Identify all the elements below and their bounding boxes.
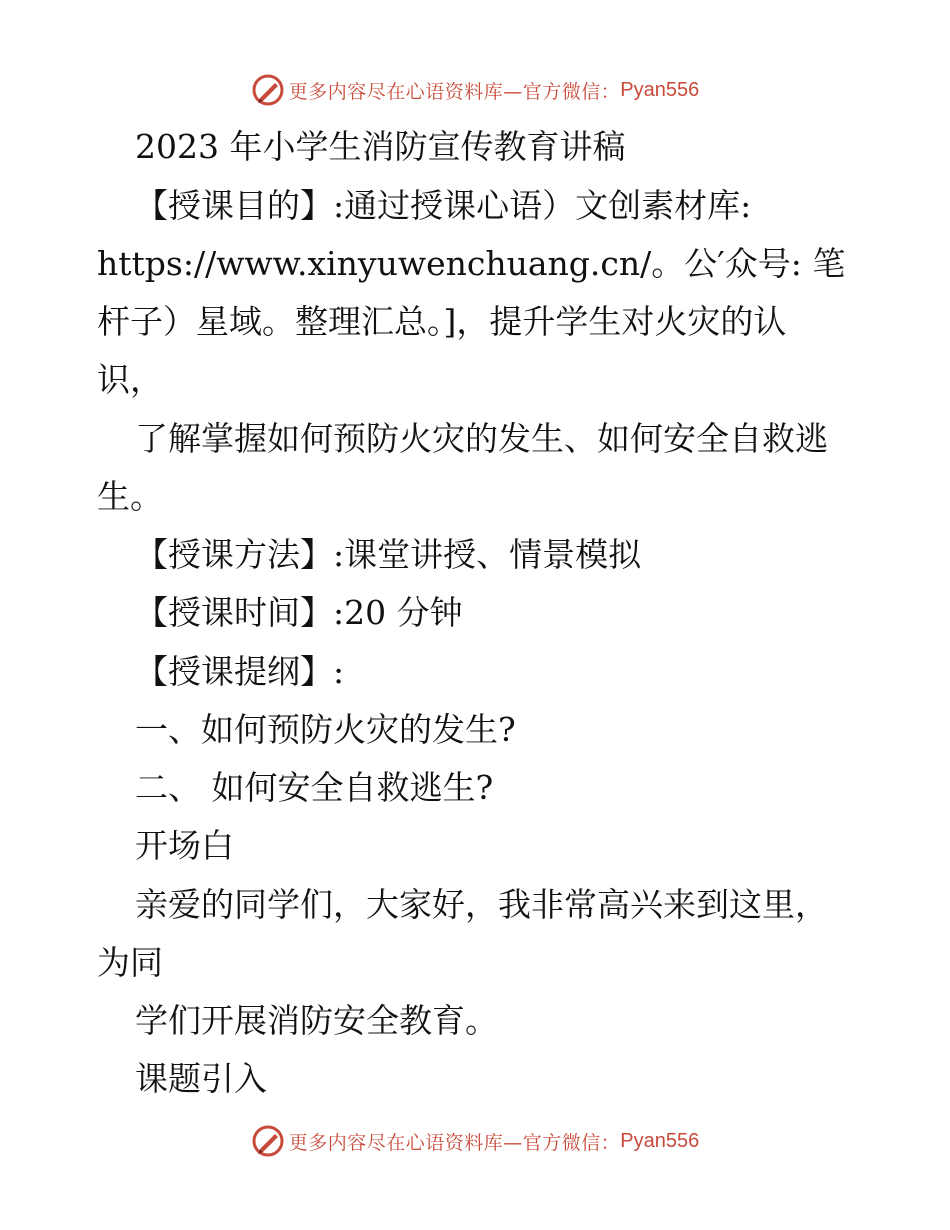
watermark-footer [0,1121,950,1161]
watermark-account: Pyan556 [620,78,700,101]
paragraph-line: 亲爱的同学们，大家好，我非常高兴来到这里， [135,885,828,924]
section-heading: 课题引入 [135,1059,267,1098]
pen-logo-icon [251,73,285,107]
paragraph-line: 二、 如何安全自救逃生? [135,768,494,807]
paragraph-line: 学们开展消防安全教育。 [135,1001,498,1040]
paragraph-line: 为同 [97,943,163,982]
paragraph-line: 【授课目的】:通过授课心语）文创素材库: [135,186,752,225]
watermark-account: Pyan556 [620,1129,700,1152]
paragraph-line: 杆子）星域。整理汇总。]，提升学生对火灾的认 [97,302,787,341]
section-heading: 开场白 [135,826,234,865]
paragraph-line: 生。 [97,477,163,516]
watermark-text: 更多内容尽在心语资料库—官方微信： [288,80,621,103]
watermark-text: 更多内容尽在心语资料库—官方微信： [288,1131,621,1154]
document-title: 2023 年小学生消防宣传教育讲稿 [135,127,626,166]
paragraph-line: 【授课时间】:20 分钟 [135,593,463,632]
watermark-header [0,70,950,110]
paragraph-line: 一、如何预防火灾的发生? [135,710,516,749]
paragraph-line: 【授课方法】:课堂讲授、情景模拟 [135,535,642,574]
paragraph-line: 【授课提纲】: [135,652,345,691]
paragraph-line: 识， [97,360,163,399]
pen-logo-icon [251,1124,285,1158]
paragraph-line: 了解掌握如何预防火灾的发生、如何安全自救逃 [135,419,828,458]
paragraph-line: https://www.xinyuwenchuang.cn/。公′众号: 笔 [97,244,846,283]
